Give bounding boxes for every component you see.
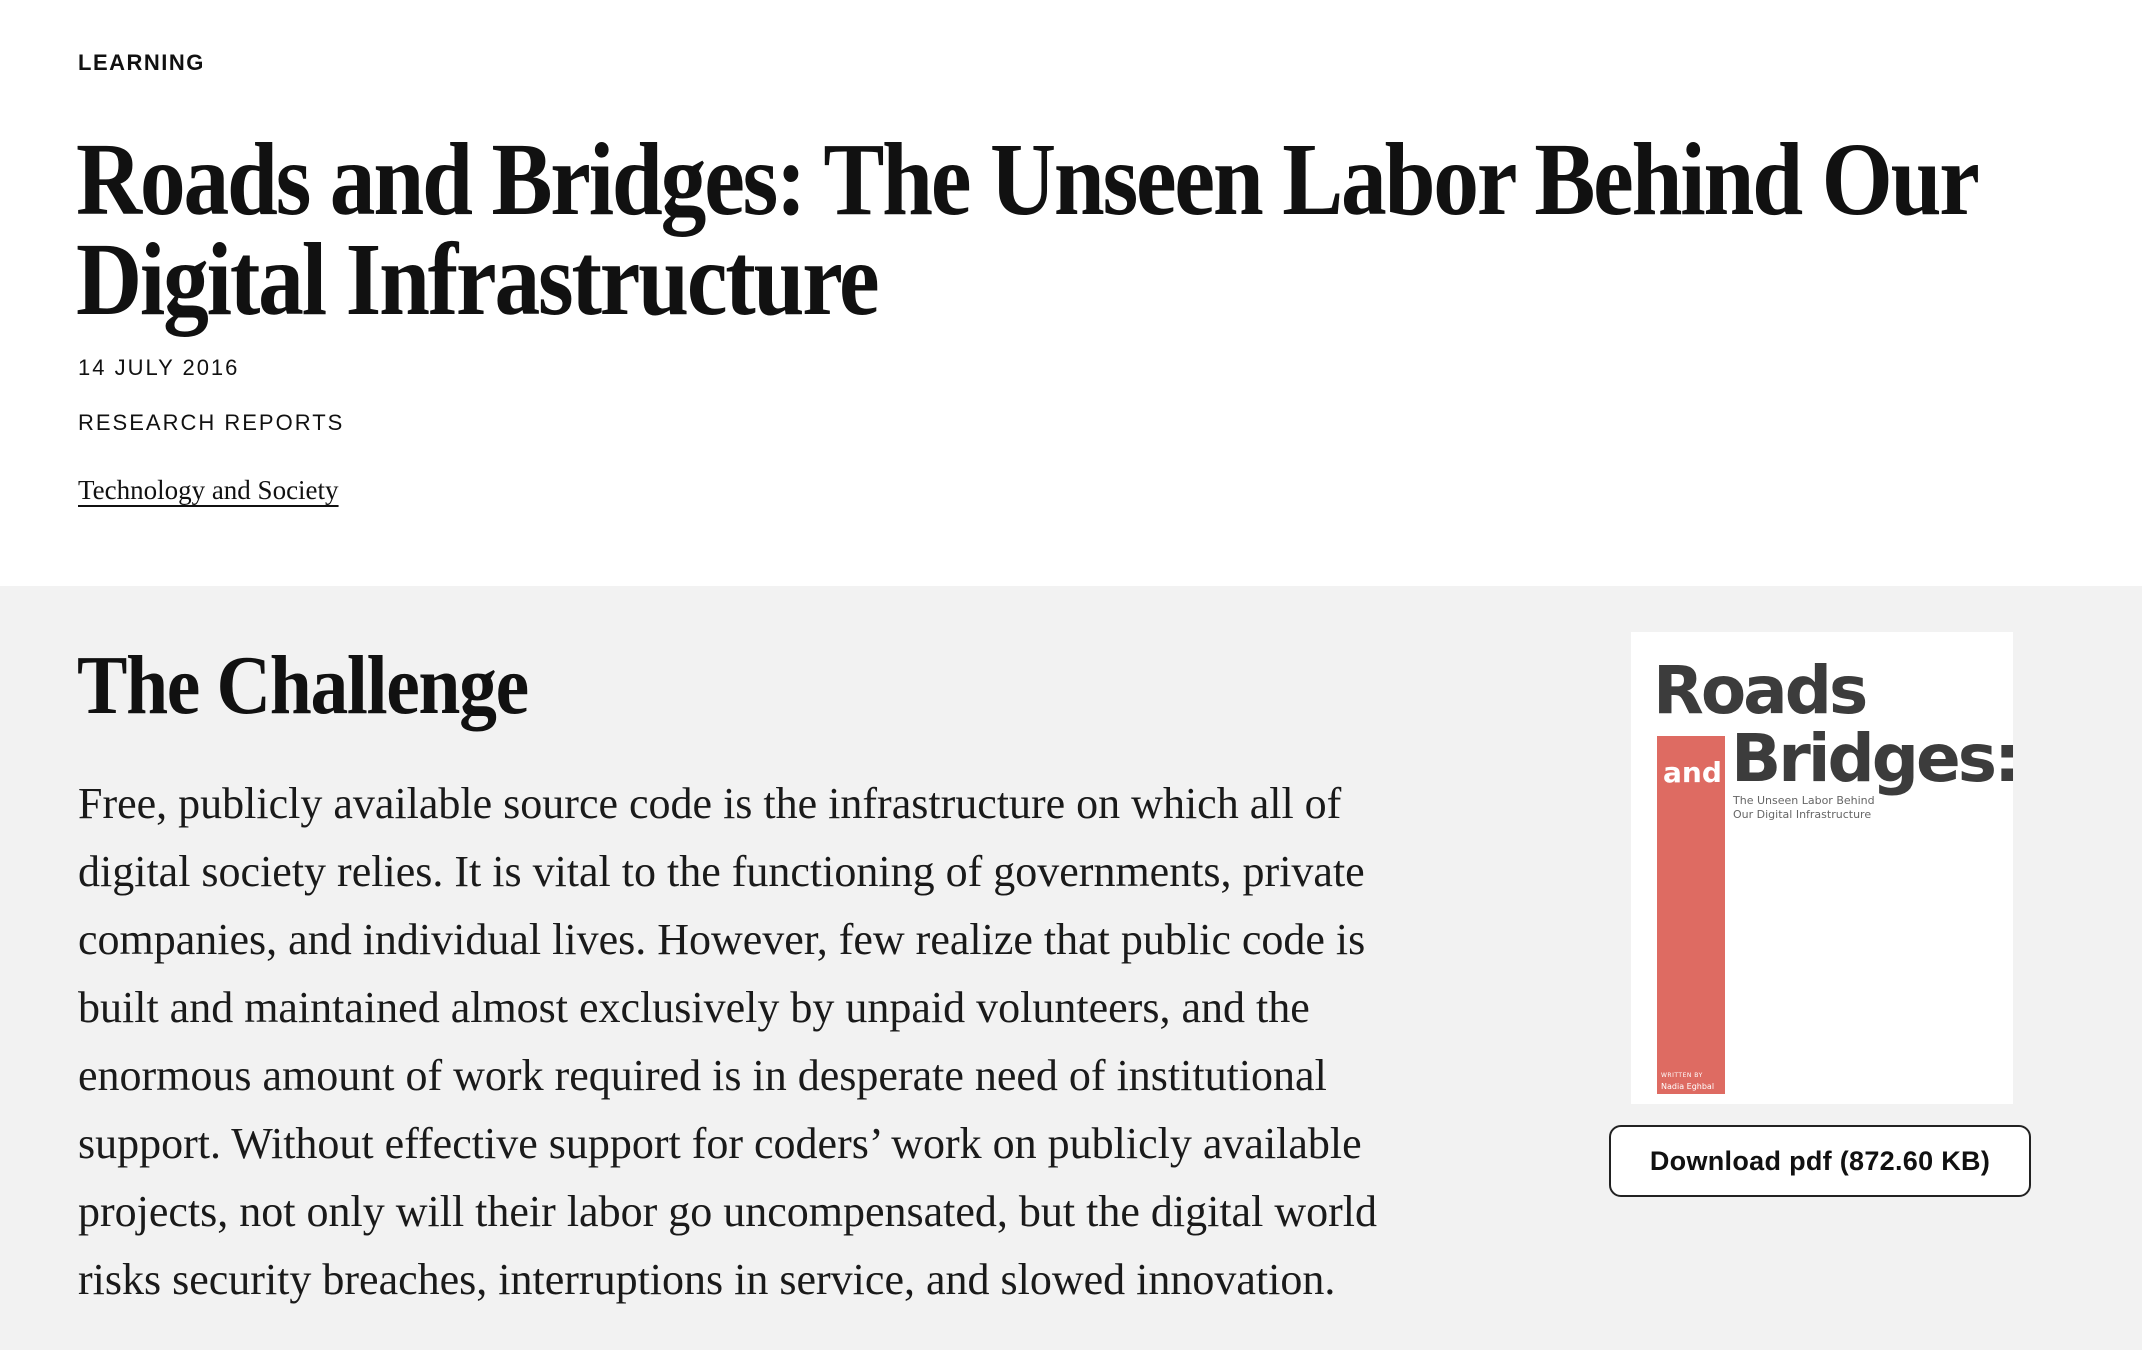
body-line: enormous amount of work required is in desperate need of institutional bbox=[78, 1051, 1327, 1100]
topic-link[interactable]: Technology and Society bbox=[78, 475, 339, 505]
page-title-line-2: Digital Infrastructure bbox=[76, 222, 878, 337]
cover-title-bridges: Bridges: bbox=[1731, 720, 2018, 797]
cover-subtitle bbox=[1733, 794, 1883, 822]
body-line: risks security breaches, interruptions in service, and slowed innovation. bbox=[78, 1255, 1336, 1304]
body-line: built and maintained almost exclusively by unpaid volunteers, and the bbox=[78, 983, 1310, 1032]
page-title-line-1: Roads and Bridges: The Unseen Labor Behind Our bbox=[76, 122, 1978, 237]
report-cover-image[interactable] bbox=[1631, 632, 2018, 1104]
download-pdf-button[interactable]: Download pdf (872.60 KB) bbox=[1609, 1125, 2031, 1197]
cover-author: Nadia Eghbal bbox=[1661, 1082, 1715, 1091]
body-line: Free, publicly available source code is the infrastructure on which all of bbox=[78, 779, 1342, 828]
section-kicker: LEARNING bbox=[78, 50, 205, 75]
article-header bbox=[0, 0, 2142, 586]
section-heading: The Challenge bbox=[77, 639, 528, 732]
cover-subtitle-line-2: Our Digital Infrastructure bbox=[1733, 808, 1872, 821]
body-line: companies, and individual lives. However, few realize that public code is bbox=[78, 915, 1366, 964]
body-paragraph bbox=[78, 770, 1578, 1314]
cover-written-by: WRITTEN BY bbox=[1661, 1072, 1703, 1079]
body-line: support. Without effective support for coders’ work on publicly available bbox=[78, 1119, 1362, 1168]
page-title bbox=[76, 122, 2012, 337]
cover-title-and: and bbox=[1663, 756, 1722, 789]
cover-accent-bar bbox=[1657, 736, 1725, 1094]
body-line: projects, not only will their labor go uncompensated, but the digital world bbox=[78, 1187, 1377, 1236]
body-line: digital society relies. It is vital to the functioning of governments, private bbox=[78, 847, 1365, 896]
content-section bbox=[0, 586, 2142, 1350]
category-label: RESEARCH REPORTS bbox=[78, 410, 345, 435]
cover-subtitle-line-1: The Unseen Labor Behind bbox=[1733, 794, 1875, 807]
cover-title-roads: Roads bbox=[1653, 652, 1866, 729]
publish-date: 14 JULY 2016 bbox=[78, 355, 240, 380]
